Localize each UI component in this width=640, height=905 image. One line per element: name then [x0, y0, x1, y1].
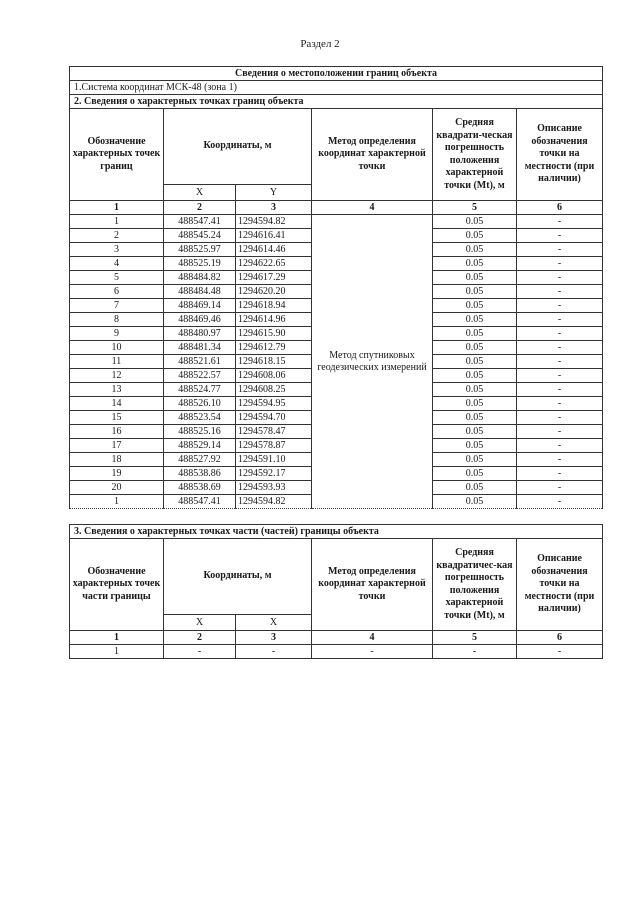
point-number: 14 — [70, 397, 164, 411]
coord-x: 488538.69 — [164, 481, 236, 495]
point-number: 19 — [70, 467, 164, 481]
part2-title: 2. Сведения о характерных точках границ объекта — [70, 95, 603, 109]
point-number: 9 — [70, 327, 164, 341]
part3-title: 3. Сведения о характерных точках части (частей) границы объекта — [70, 525, 603, 539]
coord-x: 488524.77 — [164, 383, 236, 397]
section-title: Раздел 2 — [300, 38, 340, 50]
coord-system-label: 1.Система координат МСК-48 (зона 1) — [70, 81, 603, 95]
coord-x: 488525.16 — [164, 425, 236, 439]
coord-x: 488526.10 — [164, 397, 236, 411]
description-value: - — [517, 257, 603, 271]
description-value: - — [517, 243, 603, 257]
coord-x: 488523.54 — [164, 411, 236, 425]
coord-x: 488538.86 — [164, 467, 236, 481]
point-number: 16 — [70, 425, 164, 439]
description-value: - — [517, 397, 603, 411]
point-number: 2 — [70, 229, 164, 243]
column-numbers-row — [70, 631, 603, 645]
accuracy-value: 0.05 — [433, 327, 517, 341]
coord-y: 1294578.47 — [236, 425, 312, 439]
coord-x: 488469.46 — [164, 313, 236, 327]
accuracy-value: 0.05 — [433, 271, 517, 285]
coord-y: 1294608.25 — [236, 383, 312, 397]
description-value: - — [517, 215, 603, 229]
block-title: Сведения о местоположении границ объекта — [70, 67, 603, 81]
accuracy-value: - — [433, 645, 517, 659]
point-number: 7 — [70, 299, 164, 313]
point-number: 6 — [70, 285, 164, 299]
accuracy-value: 0.05 — [433, 439, 517, 453]
point-number: 17 — [70, 439, 164, 453]
coord-y: 1294591.10 — [236, 453, 312, 467]
accuracy-value: 0.05 — [433, 313, 517, 327]
coord-y: 1294618.15 — [236, 355, 312, 369]
accuracy-value: 0.05 — [433, 383, 517, 397]
accuracy-value: 0.05 — [433, 243, 517, 257]
col-y-header: Y — [236, 185, 312, 201]
coord-x: 488525.97 — [164, 243, 236, 257]
method-cell: Метод спутниковых геодезических измерений — [312, 215, 433, 509]
point-number: 20 — [70, 481, 164, 495]
description-value: - — [517, 285, 603, 299]
boundary-points-table — [69, 66, 603, 509]
coord-y: - — [236, 645, 312, 659]
accuracy-value: 0.05 — [433, 411, 517, 425]
col-description-header: Описание обозначения точки на местности (при наличии) — [517, 109, 603, 201]
col-method-header: Метод определения координат характерной точки — [312, 539, 433, 631]
col-number: 1 — [70, 631, 164, 645]
coord-x: - — [164, 645, 236, 659]
col-number: 2 — [164, 201, 236, 215]
col-number: 2 — [164, 631, 236, 645]
point-number: 5 — [70, 271, 164, 285]
description-value: - — [517, 327, 603, 341]
coord-x: 488547.41 — [164, 495, 236, 509]
col-number: 1 — [70, 201, 164, 215]
coord-y: 1294615.90 — [236, 327, 312, 341]
col-number: 5 — [433, 631, 517, 645]
point-number: 1 — [70, 495, 164, 509]
coord-x: 488521.61 — [164, 355, 236, 369]
col-number: 6 — [517, 631, 603, 645]
coord-x: 488522.57 — [164, 369, 236, 383]
accuracy-value: 0.05 — [433, 341, 517, 355]
description-value: - — [517, 425, 603, 439]
table-row — [70, 645, 603, 659]
accuracy-value: 0.05 — [433, 453, 517, 467]
method-cell: - — [312, 645, 433, 659]
description-value: - — [517, 271, 603, 285]
accuracy-value: 0.05 — [433, 229, 517, 243]
coord-x: 488484.48 — [164, 285, 236, 299]
description-value: - — [517, 411, 603, 425]
col-coords-header: Координаты, м — [164, 109, 312, 185]
coord-y: 1294594.82 — [236, 495, 312, 509]
description-value: - — [517, 355, 603, 369]
accuracy-value: 0.05 — [433, 467, 517, 481]
coord-y: 1294594.70 — [236, 411, 312, 425]
col-y-header: X — [236, 615, 312, 631]
coord-x: 488529.14 — [164, 439, 236, 453]
coord-x: 488525.19 — [164, 257, 236, 271]
description-value: - — [517, 495, 603, 509]
coord-y: 1294620.20 — [236, 285, 312, 299]
description-value: - — [517, 439, 603, 453]
coord-x: 488469.14 — [164, 299, 236, 313]
coord-x: 488481.34 — [164, 341, 236, 355]
point-number: 11 — [70, 355, 164, 369]
point-number: 12 — [70, 369, 164, 383]
accuracy-value: 0.05 — [433, 425, 517, 439]
coord-y: 1294593.93 — [236, 481, 312, 495]
description-value: - — [517, 481, 603, 495]
accuracy-value: 0.05 — [433, 215, 517, 229]
coord-x: 488547.41 — [164, 215, 236, 229]
coord-x: 488545.24 — [164, 229, 236, 243]
point-number: 4 — [70, 257, 164, 271]
col-number: 6 — [517, 201, 603, 215]
coord-x: 488484.82 — [164, 271, 236, 285]
accuracy-value: 0.05 — [433, 397, 517, 411]
point-number: 18 — [70, 453, 164, 467]
coord-y: 1294618.94 — [236, 299, 312, 313]
col-description-header: Описание обозначения точки на местности (при наличии) — [517, 539, 603, 631]
col-designation-header: Обозначение характерных точек части границы — [70, 539, 164, 631]
coord-x: 488527.92 — [164, 453, 236, 467]
accuracy-value: 0.05 — [433, 285, 517, 299]
col-number: 3 — [236, 201, 312, 215]
description-value: - — [517, 453, 603, 467]
col-x-header: X — [164, 185, 236, 201]
coord-y: 1294616.41 — [236, 229, 312, 243]
accuracy-value: 0.05 — [433, 257, 517, 271]
coord-y: 1294617.29 — [236, 271, 312, 285]
point-number: 3 — [70, 243, 164, 257]
description-value: - — [517, 369, 603, 383]
accuracy-value: 0.05 — [433, 481, 517, 495]
point-number: 15 — [70, 411, 164, 425]
point-number: 13 — [70, 383, 164, 397]
description-value: - — [517, 467, 603, 481]
col-number: 3 — [236, 631, 312, 645]
column-numbers-row — [70, 201, 603, 215]
point-number: 1 — [70, 215, 164, 229]
coord-y: 1294622.65 — [236, 257, 312, 271]
col-number: 4 — [312, 201, 433, 215]
accuracy-value: 0.05 — [433, 495, 517, 509]
accuracy-value: 0.05 — [433, 355, 517, 369]
point-number: 10 — [70, 341, 164, 355]
description-value: - — [517, 341, 603, 355]
coord-y: 1294592.17 — [236, 467, 312, 481]
description-value: - — [517, 383, 603, 397]
coord-y: 1294578.87 — [236, 439, 312, 453]
coord-y: 1294608.06 — [236, 369, 312, 383]
col-accuracy-header: Средняя квадратичес-кая погрешность положения характерной точки (Mt), м — [433, 539, 517, 631]
description-value: - — [517, 645, 603, 659]
col-number: 4 — [312, 631, 433, 645]
coord-y: 1294614.96 — [236, 313, 312, 327]
col-accuracy-header: Средняя квадрати-ческая погрешность положения характерной точки (Mt), м — [433, 109, 517, 201]
col-number: 5 — [433, 201, 517, 215]
part-boundary-points-table — [69, 524, 603, 659]
accuracy-value: 0.05 — [433, 299, 517, 313]
coord-y: 1294594.82 — [236, 215, 312, 229]
coord-y: 1294594.95 — [236, 397, 312, 411]
accuracy-value: 0.05 — [433, 369, 517, 383]
col-designation-header: Обозначение характерных точек границ — [70, 109, 164, 201]
description-value: - — [517, 229, 603, 243]
col-method-header: Метод определения координат характерной точки — [312, 109, 433, 201]
coord-x: 488480.97 — [164, 327, 236, 341]
description-value: - — [517, 299, 603, 313]
table-row — [70, 215, 603, 229]
point-number: 8 — [70, 313, 164, 327]
col-x-header: X — [164, 615, 236, 631]
coord-y: 1294614.46 — [236, 243, 312, 257]
col-coords-header: Координаты, м — [164, 539, 312, 615]
description-value: - — [517, 313, 603, 327]
coord-y: 1294612.79 — [236, 341, 312, 355]
point-number: 1 — [70, 645, 164, 659]
